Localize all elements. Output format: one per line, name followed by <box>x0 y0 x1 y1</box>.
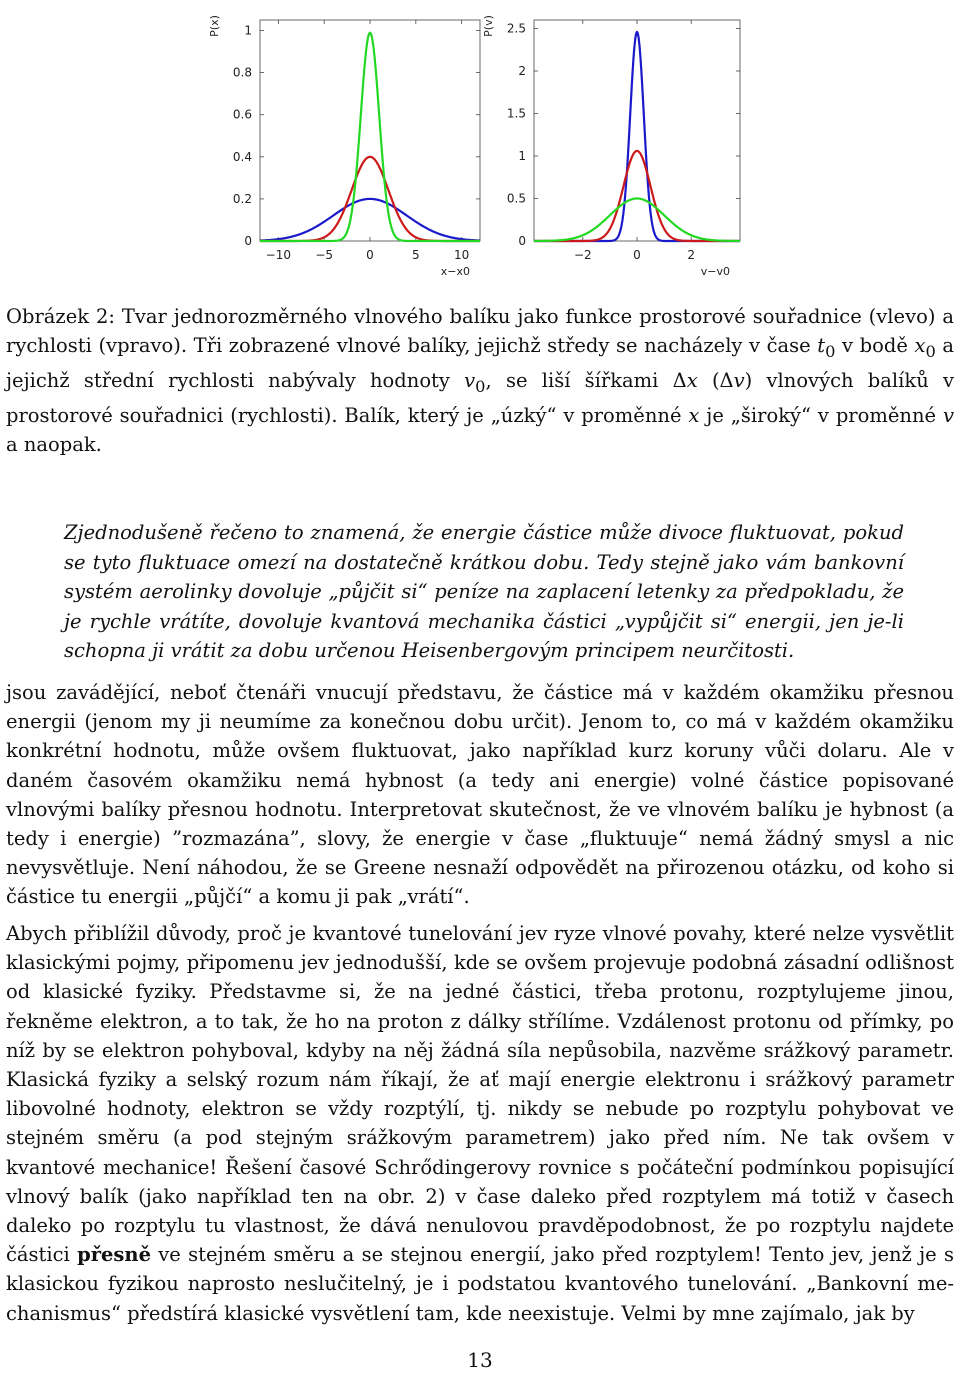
y-tick-label: 0.5 <box>506 191 526 206</box>
plot-frame <box>260 20 480 241</box>
quoted-passage: Zjednodušeně řečeno to znamená, že energie částice může divoce fluktuovat, pokud se tyto fluktuace omezí na dostatečně krátkou dobu. Tedy stejně jako vám bankovní systém aerolinky dovoluje „půjčit si“ peníze na zaplacení letenky za předpokladu, že je rychle vrátíte, dovoluje kvantová mechanika částici „vypůjčit si“ energii, jen je-li schopna ji vrátit za dobu určenou Heisenbergovým principem neurčitosti. <box>64 521 904 663</box>
figure-label: Obrázek 2: <box>6 305 115 328</box>
emphasis-bold: přesně <box>77 1243 151 1267</box>
y-tick-label: 1 <box>244 23 252 38</box>
plot-frame <box>534 20 740 241</box>
y-tick-label: 1 <box>518 149 526 163</box>
y-tick-label: 2.5 <box>506 21 526 36</box>
y-tick-label: 0.4 <box>232 149 252 164</box>
y-axis-label: P(v) <box>482 15 495 37</box>
series-curve-2 <box>534 151 740 241</box>
series-curve-1 <box>260 199 480 241</box>
figure-caption: Obrázek 2: Tvar jednorozměrného vlnového balíku jako funkce prostorové souřadnice (vlevo) a rychlosti (vpravo). Tři zobrazené vlnové balíky, jejichž středy se nacházely v čase $t_0$ v bodě $x_0$ a jejichž střední rychlosti nabývaly hodnoty $v_0$, se liší šířkami Δx (Δv) vlnových balíků v prostorové souřadnici (rychlosti). Balík, který je „úzký“ v proměnné x je „široký“ v proměnné v a naopak. <box>6 305 955 456</box>
x-tick-label: 2 <box>687 248 696 262</box>
x-axis-label: x−x0 <box>440 265 470 278</box>
series-curve-3 <box>534 199 740 241</box>
x-tick-label: −10 <box>265 248 291 262</box>
x-tick-label: −2 <box>573 248 592 262</box>
x-axis-label: v−v0 <box>700 265 730 278</box>
y-tick-label: 2 <box>518 64 526 78</box>
x-tick-label: 5 <box>412 248 420 262</box>
x-tick-label: 0 <box>633 248 641 262</box>
position-distribution-plot <box>208 15 480 278</box>
y-tick-label: 0.6 <box>232 107 252 122</box>
y-tick-label: 0 <box>518 234 526 248</box>
x-tick-label: −5 <box>315 248 334 262</box>
y-tick-label: 0.2 <box>232 191 252 206</box>
y-tick-label: 0.8 <box>232 65 252 80</box>
x-tick-label: 0 <box>366 248 374 262</box>
body-paragraph-1: jsou zavádějící, neboť čtenáři vnucují představu, že částice má v každém okamžiku přesnou energii (jenom my ji neumíme za konečnou dobu určit). Jenom to, co má v každém okamžiku konkrétní hodnotu, může ovšem fluktuovat, jako například kurz koruny vůči dolaru. Ale v daném časovém okamžiku nemá hybnost (a tedy ani energie) volné částice popisované vlnovými balíky přesnou hodnotu. Interpretovat skutečnost, že ve vlnovém balíku je hybnost (a tedy i energie) ”rozmazána”, slovy, že energie v čase „fluktuuje“ nemá žádný smysl a nic nevysvětluje. Není náhodou, že se Greene nesnaží odpovědět na přirozenou otázku, od koho si částice tu energii „půjčí“ a komu ji pak „vrátí“. <box>6 681 954 909</box>
series-curve-1 <box>534 32 740 241</box>
velocity-distribution-plot <box>482 15 740 278</box>
y-tick-label: 0 <box>244 234 252 248</box>
series-curve-3 <box>260 33 480 241</box>
wave-packet-figure <box>180 0 780 285</box>
y-axis-label: P(x) <box>208 15 221 37</box>
y-tick-label: 1.5 <box>506 106 526 121</box>
page-number: 13 <box>467 1348 493 1372</box>
x-tick-label: 10 <box>454 248 470 262</box>
body-paragraph-2: Abych přiblížil důvody, proč je kvantové tunelování jev ryze vlnové povahy, které nelze vysvětlit klasickými pojmy, připomenu jev jednodušší, kde se ovšem projevuje podobná zásadní odlišnost od klasické fyziky. Představme si, že na jedné částici, třeba protonu, rozptylujeme jinou, řekněme elektron, a to tak, že ho na proton z dálky střílíme. Vzdálenost protonu od přímky, po níž by se elektron pohyboval, kdyby na něj žádná síla nepůsobila, nazvěme srážkový parametr. Klasická fyziky a selský rozum nám říkají, že ať mají energie elektronu i srážkový parametr libovolné hodnoty, elektron se vždy rozptýlí, tj. nikdy se nebude po rozptylu pohybovat ve stejném směru (a pod stejným srážkovým parametrem) jako před ním. Ne tak ovšem v kvantové mechanice! Řešení časové Schrődingerovy rovnice s počáteční podmínkou popisující vlnový balík (jako například ten na obr. 2) v čase daleko před rozptylem má totiž v časech daleko po rozptylu tu vlastnost, že dává nenulovou pravděpodobnost, že po rozptylu najdete částici přesně ve stejném směru a se stejnou energií, jako před rozptylem! Tento jev, jenž je s klasickou fyzikou naprosto neslučitelný, je i podstatou kvantového tunelování. „Bankovní mechanismus“ předstírá klasické vysvětlení tam, kde neexistuje. Velmi by mne zajímalo, jak by <box>6 922 955 1325</box>
